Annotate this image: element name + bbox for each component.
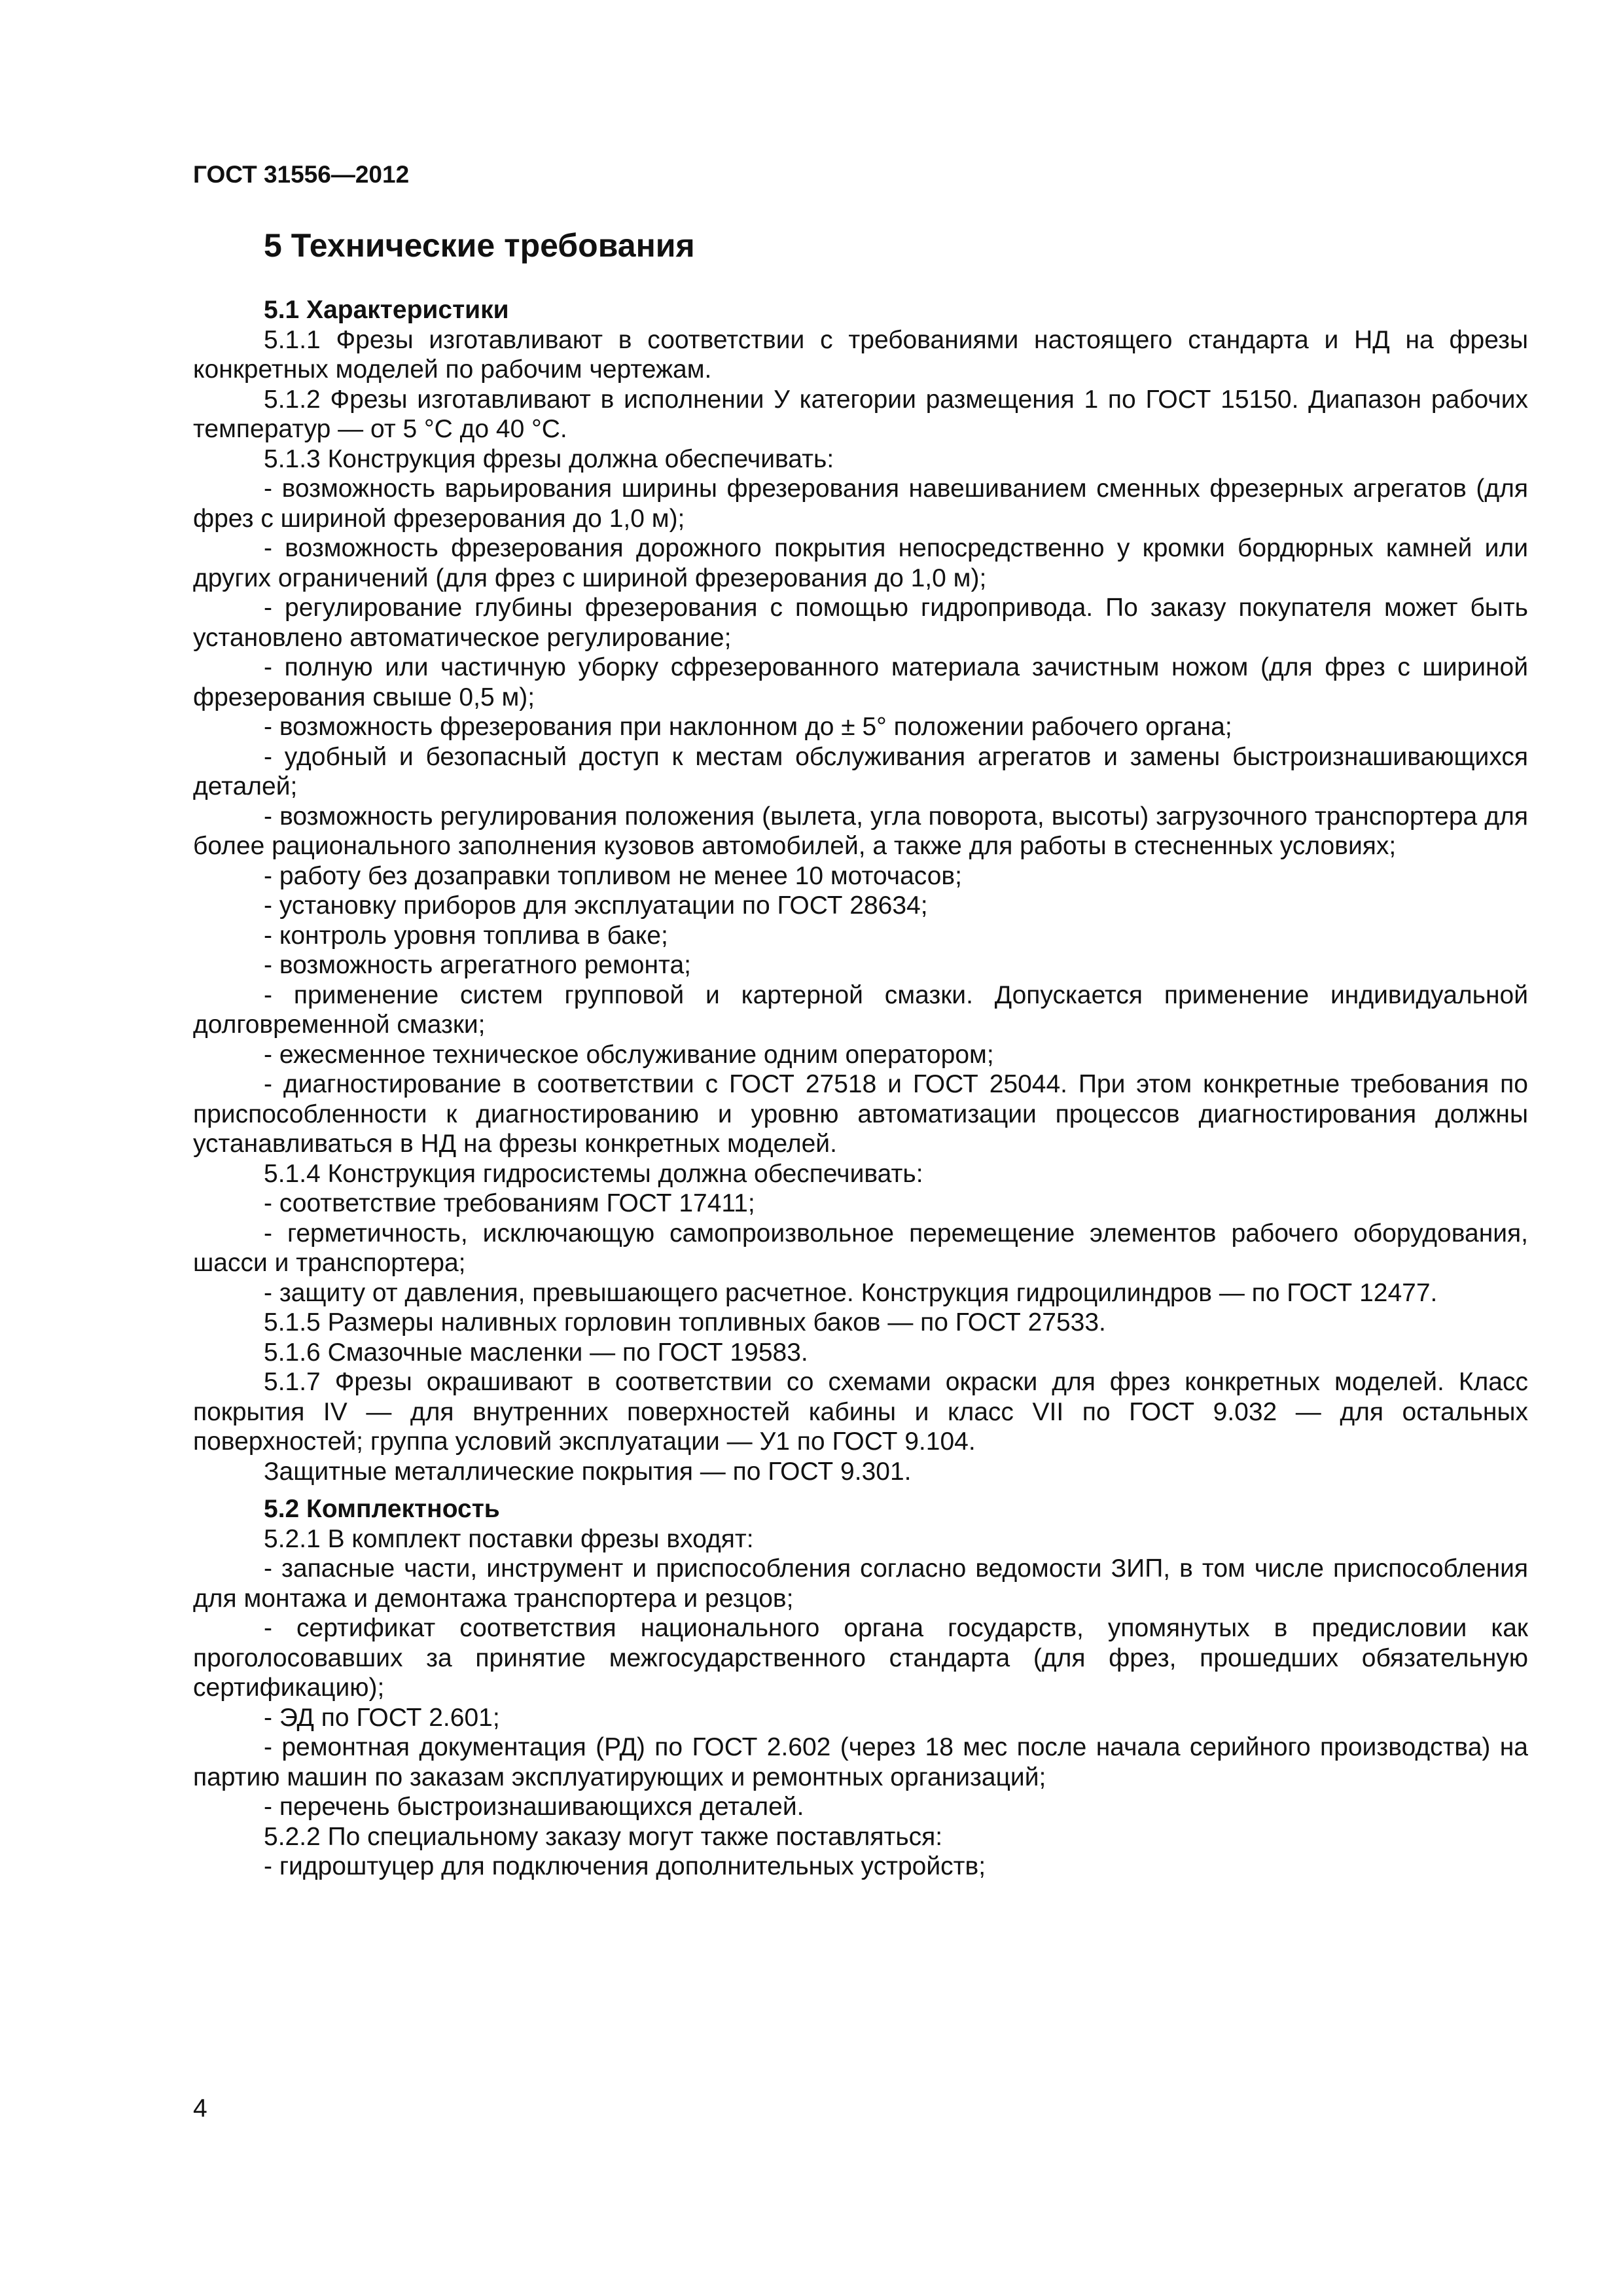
paragraph: 5.1.4 Конструкция гидросистемы должна обеспечивать: [264,1159,923,1188]
section-title: 5 Технические требования [264,227,695,264]
list-item: - возможность фрезерования при наклонном до ± 5° положении рабочего органа; [264,713,1232,741]
list-item: - перечень быстроизнашивающихся деталей. [264,1793,804,1821]
list-item: - соответствие требованиям ГОСТ 17411; [264,1189,755,1217]
list-item: - удобный и безопасный доступ к местам обслуживания агрегатов и замены быстроизнашивающихся деталей; [193,742,1528,800]
paragraph: 5.1.1 Фрезы изготавливают в соответствии с требованиями настоящего стандарта и НД на фрезы конкретных моделей по рабочим чертежам. [193,325,1528,384]
subsection-title-completeness: 5.2 Комплектность [264,1495,500,1523]
list-item: - полную или частичную уборку сфрезерованного материала зачистным ножом (для фрез с шириной фрезерования свыше 0,5 м); [193,653,1528,711]
paragraph: 5.1.3 Конструкция фрезы должна обеспечивать: [264,444,834,473]
list-item: - защиту от давления, превышающего расчетное. Конструкция гидроцилиндров — по ГОСТ 12477. [264,1278,1438,1307]
list-item: - работу без дозаправки топливом не менее 10 моточасов; [264,861,962,890]
list-item: - установку приборов для эксплуатации по ГОСТ 28634; [264,891,928,920]
paragraph: 5.1.6 Смазочные масленки — по ГОСТ 19583. [264,1338,808,1367]
paragraph: 5.1.7 Фрезы окрашивают в соответствии со схемами окраски для фрез конкретных моделей. Класс покрытия IV — для внутренних поверхностей кабины и класс VII по ГОСТ 9.032 — для остальных поверхностей; группа условий эксплуатации — У1 по ГОСТ 9.104. [193,1368,1528,1456]
list-item: - регулирование глубины фрезерования с помощью гидропривода. По заказу покупателя может быть установлено автоматическое регулирование; [193,594,1528,652]
list-item: - ремонтная документация (РД) по ГОСТ 2.602 (через 18 мес после начала серийного производства) на партию машин по заказам эксплуатирующих и ремонтных организаций; [193,1733,1528,1791]
list-item: - герметичность, исключающую самопроизвольное перемещение элементов рабочего оборудования, шасси и транспортера; [193,1219,1528,1277]
list-item: - ЭД по ГОСТ 2.601; [264,1703,500,1732]
list-item: - контроль уровня топлива в баке; [264,921,668,950]
paragraph: 5.2.2 По специальному заказу могут также поставляться: [264,1822,943,1851]
list-item: - применение систем групповой и картерной смазки. Допускается применение индивидуальной долговременной смазки; [193,980,1528,1039]
list-item: - ежесменное техническое обслуживание одним оператором; [264,1040,994,1069]
document-body [193,226,1528,1882]
document-header: ГОСТ 31556—2012 [193,161,410,188]
list-item: - запасные части, инструмент и приспособления согласно ведомости ЗИП, в том числе приспособления для монтажа и демонтажа транспортера и резцов; [193,1554,1528,1613]
list-item: - возможность варьирования ширины фрезерования навешиванием сменных фрезерных агрегатов (для фрез с шириной фрезерования до 1,0 м); [193,475,1528,533]
paragraph: 5.1.2 Фрезы изготавливают в исполнении У категории размещения 1 по ГОСТ 15150. Диапазон рабочих температур — от 5 °С до 40 °С. [193,385,1528,443]
page-number: 4 [193,2094,207,2123]
paragraph: Защитные металлические покрытия — по ГОСТ 9.301. [264,1457,912,1486]
list-item: - возможность фрезерования дорожного покрытия непосредственно у кромки бордюрных камней или других ограничений (для фрез с шириной фрезерования до 1,0 м); [193,534,1528,592]
paragraph: 5.2.1 В комплект поставки фрезы входят: [264,1524,754,1553]
list-item: - возможность агрегатного ремонта; [264,951,691,979]
list-item: - гидроштуцер для подключения дополнительных устройств; [264,1852,986,1880]
subsection-title-characteristics: 5.1 Характеристики [264,296,509,324]
paragraph: 5.1.5 Размеры наливных горловин топливных баков — по ГОСТ 27533. [264,1308,1106,1336]
list-item: - диагностирование в соответствии с ГОСТ 27518 и ГОСТ 25044. При этом конкретные требования по приспособленности к диагностированию и уровню автоматизации процессов диагностирования должны устанавливаться в НД на фрезы конкретных моделей. [193,1070,1528,1158]
list-item: - возможность регулирования положения (вылета, угла поворота, высоты) загрузочного транспортера для более рационального заполнения кузовов автомобилей, а также для работы в стесненных условиях; [193,802,1528,860]
list-item: - сертификат соответствия национального органа государств, упомянутых в предисловии как проголосовавших за принятие межгосударственного стандарта (для фрез, прошедших обязательную сертификацию); [193,1614,1528,1702]
